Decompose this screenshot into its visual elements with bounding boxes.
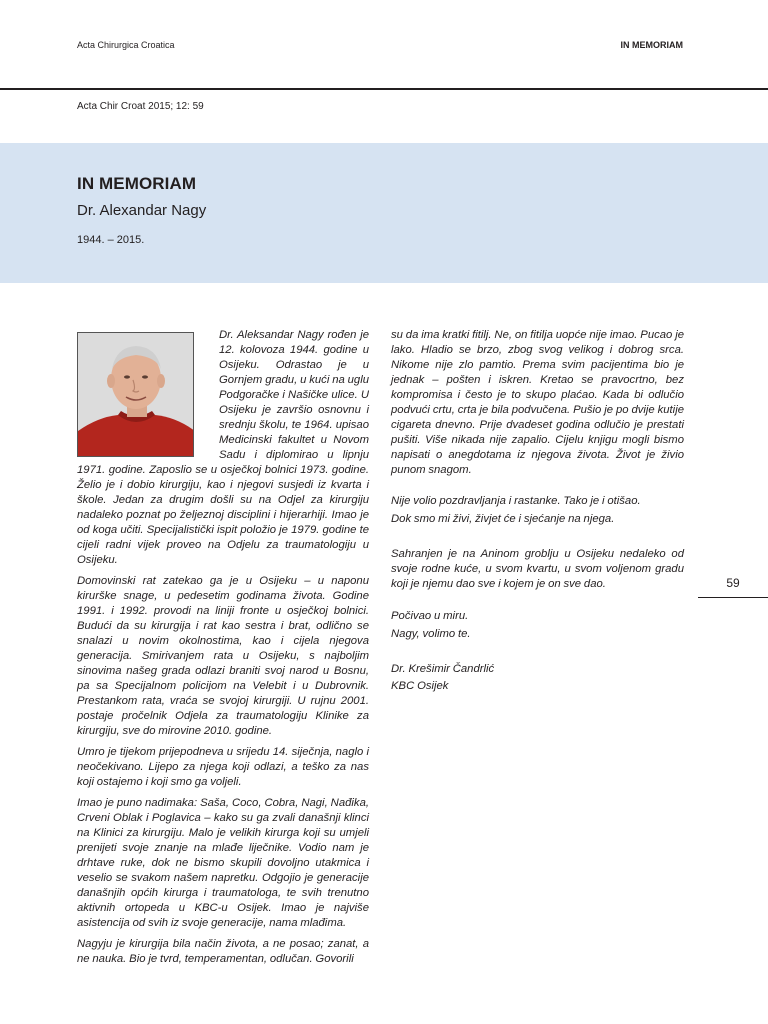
author-name: Dr. Krešimir Čandrlić [391,663,495,675]
page-number-rule [698,597,768,598]
paragraph: Dr. Aleksandar Nagy rođen je 12. kolovoza 1944. godine u Osijeku. Odrastao je u Gornjem gradu, u kući na uglu Podgoračke i Našičke ulice. U Osijeku je završio osnovnu i srednju školu, te 1964. upisao Medicinski fakultet u Novom Sadu i diplomirao u lipnju 1971. godine. Zaposlio se u osječkoj bolnici 1973. godine. Želio je i dobio kirurgiju, kao i njegovi susjedi iz kvarta i škole. Jedan za drugim došli su na Odjel za kirurgiju nadaleko poznat po željeznoj disciplini i hijerarhiji. Imao je od koga učiti. Specijalistički ispit položio je 1979. godine te cijeli radni vijek proveo na Odjelu za traumatologiju u Osijeku. [77,329,369,566]
paragraph: Dok smo mi živi, živjet će i sjećanje na njega. [391,513,615,525]
portrait-photo [77,332,194,457]
paragraph: su da ima kratki fitilj. Ne, on fitilja uopće nije imao. Pucao je lako. Hladio se brzo, zbog svog velikog i dobrog srca. Nikome nije zlo pamtio. Prema svim pacijentima bio je jednak – pošten i iskren. Kretao se pravocrtno, bez kompromisa i često je to skupo plaćao. Kada bi odlučio podvući crtu, crta je bila podvučena. Pušio je po dvije kutije cigareta dnevno. Prije dvadeset godina odlučio je prestati pušiti. Više nikada nije zapalio. Cijelu knjigu mogli bismo napisati o anegdotama iz njegova života. Život je živio punom snagom. [391,329,684,476]
paragraph: Domovinski rat zatekao ga je u Osijeku – u naponu kirurške snage, u pedesetim godinama života. Godine 1991. i 1992. provodi na liniji fronte u osječkoj bolnici. Budući da su kirurgija i rat kao sestra i brat, odlično se snalazi u novim okolnostima, kao i cijela njegova generacija. Smirivanjem rata u Osijeku, s najboljim sinovima našeg grada odlazi braniti svoj narod u Bosnu, pa sa Specijalnom policijom na Velebit i u Dubrovnik. Prestankom rata, vraća se svojoj kirurgiji. U rujnu 2001. postaje pročelnik Odjela za traumatologiju Klinike za kirurgiju, sve do mirovine 2010. godine. [77,575,369,737]
header-rule [0,88,768,90]
article-title: IN MEMORIAM [77,174,197,193]
closing-line: Počivao u miru. [391,610,469,622]
author-affiliation: KBC Osijek [391,680,449,692]
life-dates: 1944. – 2015. [77,234,145,246]
paragraph: Nije volio pozdravljanja i rastanke. Tako je i otišao. [391,495,641,507]
paragraph: Imao je puno nadimaka: Saša, Coco, Cobra, Nagi, Nađika, Crveni Oblak i Poglavica – kako su ga zvali današnji klinci na Klinici za kirurgiju. Malo je velikih kirurga koji su umjeli prenijeti svoje znanje na mlađe liječnike. Vodio nam je drhtave ruke, dok ne bismo skupili dovoljno utakmica i veselio se svakom našem napretku. Odgojio je generacije današnjih općih kirurga i traumatologa, te svih trenutno aktivnih ortopeda u KBC-u Osijek. Imao je najviše asistencija od svih iz svoje generacije, nama mlađima. [77,797,369,929]
journal-name: Acta Chirurgica Croatica [77,40,175,50]
citation: Acta Chir Croat 2015; 12: 59 [77,101,204,112]
section-label: IN MEMORIAM [620,40,683,50]
deceased-name: Dr. Alexandar Nagy [77,202,207,219]
page-number: 59 [726,576,740,590]
paragraph: Sahranjen je na Aninom groblju u Osijeku nedaleko od svoje rodne kuće, u svom kvartu, u svom voljenom gradu koji je njemu dao sve i kojem je on sve dao. [391,548,684,590]
closing-line: Nagy, volimo te. [391,628,471,640]
title-banner [0,143,768,283]
right-column [391,328,684,700]
paragraph: Umro je tijekom prijepodneva u srijedu 14. siječnja, naglo i neočekivano. Lijepo za njega koji odlazi, a teško za nas koji ostajemo i koji smo ga voljeli. [77,746,369,788]
paragraph: Nagyju je kirurgija bila način života, a ne posao; zanat, a ne nauka. Bio je tvrd, temperamentan, odlučan. Govorili [77,938,369,965]
left-column [77,328,369,973]
